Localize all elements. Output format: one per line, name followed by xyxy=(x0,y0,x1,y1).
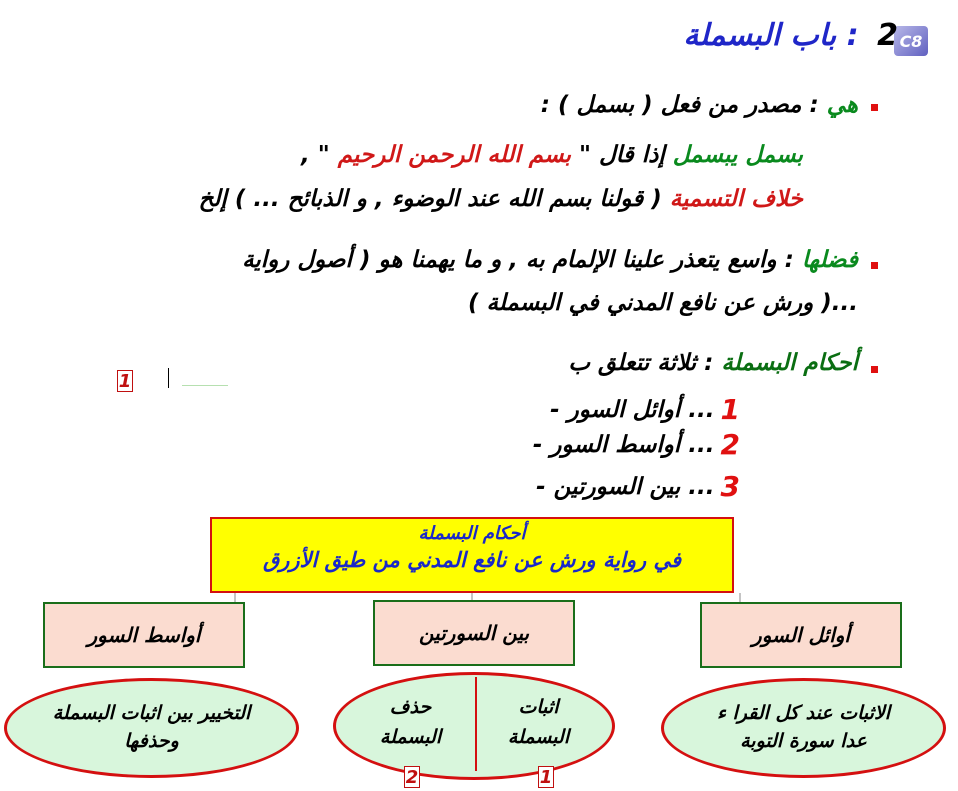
tasmiya-label: خلاف التسمية xyxy=(669,186,803,212)
ellipse-choice xyxy=(4,678,299,778)
category-box-beginning-surahs: أوائل السور xyxy=(700,602,902,668)
ellipse-text: التخيير بين اثبات البسملة xyxy=(52,702,251,725)
category-box-middle-surahs: أواسط السور xyxy=(43,602,245,668)
tasmiya-text: ( قولنا بسم الله عند الوضوء , و الذبائح ... ) إلخ xyxy=(198,186,662,212)
title-text: باب البسملة xyxy=(683,18,837,53)
title-colon: : xyxy=(846,18,859,53)
logo-icon: C8 xyxy=(894,26,928,56)
ellipse-text: البسملة xyxy=(507,726,570,749)
basmala-quote: بسم الله الرحمن الرحيم xyxy=(337,142,571,168)
definition-text: : مصدر من فعل ( بسمل ) : xyxy=(540,92,819,118)
ellipse-half-omit xyxy=(358,692,463,753)
rulings-label: أحكام البسملة xyxy=(721,350,858,376)
ellipse-text: الاثبات عند كل القرا ء xyxy=(716,702,891,725)
word-idha-qal: إذا قال " xyxy=(579,142,665,168)
word-yubasmil: يبسمل xyxy=(672,142,738,168)
quote-end: " , xyxy=(300,142,330,168)
virtue-line-2: ...( ورش عن نافع المدني في البسملة ) xyxy=(467,290,858,316)
definition-label: هي xyxy=(826,92,858,118)
ruling-text: ... أواسط السور - xyxy=(532,431,715,458)
category-box-between-surahs: بين السورتين xyxy=(373,600,575,666)
ruling-number: 1 xyxy=(720,393,740,426)
ellipse-affirm-all xyxy=(661,678,946,778)
ruling-text: ... بين السورتين - xyxy=(536,473,715,500)
marker-box-1-bottom: 1 xyxy=(539,766,553,788)
ellipse-text: حذف xyxy=(389,696,432,718)
ellipse-half-affirm xyxy=(486,692,591,753)
ruling-number: 3 xyxy=(720,470,740,503)
marker-box-1: 1 xyxy=(118,370,132,392)
diagram-title-box xyxy=(210,517,734,593)
marker-box-2: 2 xyxy=(405,766,419,788)
virtue-text: : واسع يتعذر علينا الإلمام به , و ما يهمنا هو ( أصول رواية xyxy=(242,247,794,273)
ellipse-text: وحذفها xyxy=(124,730,179,752)
chapter-number: 2 xyxy=(877,18,898,53)
ruling-text: ... أوائل السور - xyxy=(550,396,715,423)
ellipse-text: البسملة xyxy=(379,726,442,749)
word-basmala: بسمل xyxy=(745,142,803,168)
ellipse-text: عدا سورة التوبة xyxy=(740,730,867,752)
ruling-number: 2 xyxy=(720,428,740,461)
virtue-label: فضلها xyxy=(801,247,858,273)
diagram-title-line-2: في رواية ورش عن نافع المدني من طيق الأزرق xyxy=(262,548,682,572)
ellipse-divider xyxy=(475,677,477,771)
diagram-title-line-1: أحكام البسملة xyxy=(418,523,526,544)
rulings-text: : ثلاثة تتعلق ب xyxy=(568,350,714,376)
ellipse-text: اثبات xyxy=(518,696,559,718)
